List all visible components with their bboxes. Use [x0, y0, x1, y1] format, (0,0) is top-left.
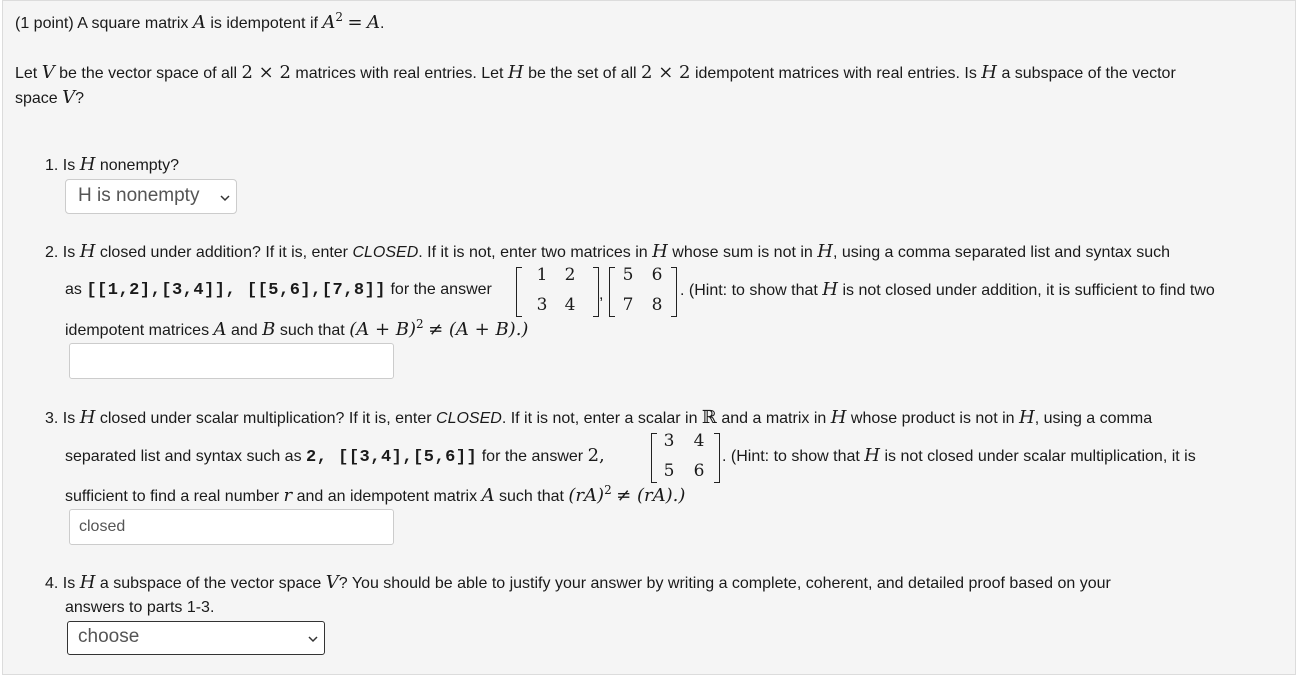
matrix-cell: 4 [693, 431, 705, 451]
matrix-cell: 6 [651, 265, 663, 285]
q1-nonempty-select[interactable] [65, 179, 237, 214]
matrix-cell: 5 [663, 461, 675, 481]
setup-line-2: space V? [15, 87, 85, 108]
matrix-cell: 2 [564, 265, 576, 285]
matrix-cell: 1 [536, 265, 548, 285]
q2-matrix-2 [609, 265, 673, 319]
q2-line-2b: . (Hint: to show that H is not closed under addition, it is sufficient to find two [680, 279, 1215, 300]
bracket-left [609, 267, 615, 317]
q2-answer-input[interactable] [69, 343, 394, 379]
q3-line-1: 3. Is H closed under scalar multiplication? If it is, enter CLOSED. If it is not, enter a scalar in ℝ and a matrix in H whose product is not in H, using a comma [45, 407, 1153, 428]
q2-line-1: 2. Is H closed under addition? If it is, enter CLOSED. If it is not, enter two matrices in H whose sum is not in H, using a comma separated list and syntax such [45, 241, 1171, 262]
bracket-right [671, 267, 677, 317]
q2-matrix-comma: , [599, 286, 604, 303]
matrix-cell: 6 [693, 461, 705, 481]
matrix-cell: 4 [564, 295, 576, 315]
q2-matrix-1 [516, 265, 580, 319]
q4-line-2: answers to parts 1-3. [65, 599, 215, 616]
matrix-cell: 3 [663, 431, 675, 451]
problem-panel [2, 0, 1296, 675]
q3-matrix [651, 431, 717, 485]
q4-select-value: choose [78, 626, 140, 647]
q2-line-2a: as [[1,2],[3,4]], [[5,6],[7,8]] for the answer [65, 281, 492, 300]
matrix-cell: 7 [622, 295, 634, 315]
q2-line-3: idempotent matrices A and B such that $(A + B)^2 \ne (A + B)$.) [65, 317, 529, 340]
bracket-right [714, 433, 720, 483]
intro-text: (1 point) A square matrix A is idempotent if $A^2 = A$. [15, 10, 385, 33]
q3-line-3: sufficient to find a real number r and an idempotent matrix A such that (rA)$^2$ ≠ (rA).) [65, 483, 686, 506]
matrix-cell: 8 [651, 295, 663, 315]
q1-prompt: 1. Is H nonempty? [45, 154, 180, 175]
q3-line-2a: separated list and syntax such as 2, [[3,4],[5,6]] for the answer 2, [65, 445, 605, 467]
matrix-cell: 5 [622, 265, 634, 285]
q4-line-1: 4. Is H a subspace of the vector space V? You should be able to justify your answer by writing a complete, coherent, and detailed proof based on your [45, 572, 1111, 593]
matrix-cell: 3 [536, 295, 548, 315]
q3-input-value: closed [79, 518, 126, 535]
setup-line-1: Let V be the vector space of all 2 × 2 matrices with real entries. Let H be the set of all 2 × 2 idempotent matrices with real entries. Is H a subspace of the vector [15, 62, 1176, 83]
bracket-left [516, 267, 522, 317]
chevron-down-icon [220, 193, 230, 203]
q4-subspace-select[interactable] [67, 621, 325, 655]
q3-answer-input[interactable] [69, 509, 394, 545]
bracket-left [651, 433, 657, 483]
q3-line-2b: . (Hint: to show that H is not closed under scalar multiplication, it is [722, 445, 1196, 466]
chevron-down-icon [308, 634, 318, 644]
q1-select-value: H is nonempty [78, 185, 200, 206]
